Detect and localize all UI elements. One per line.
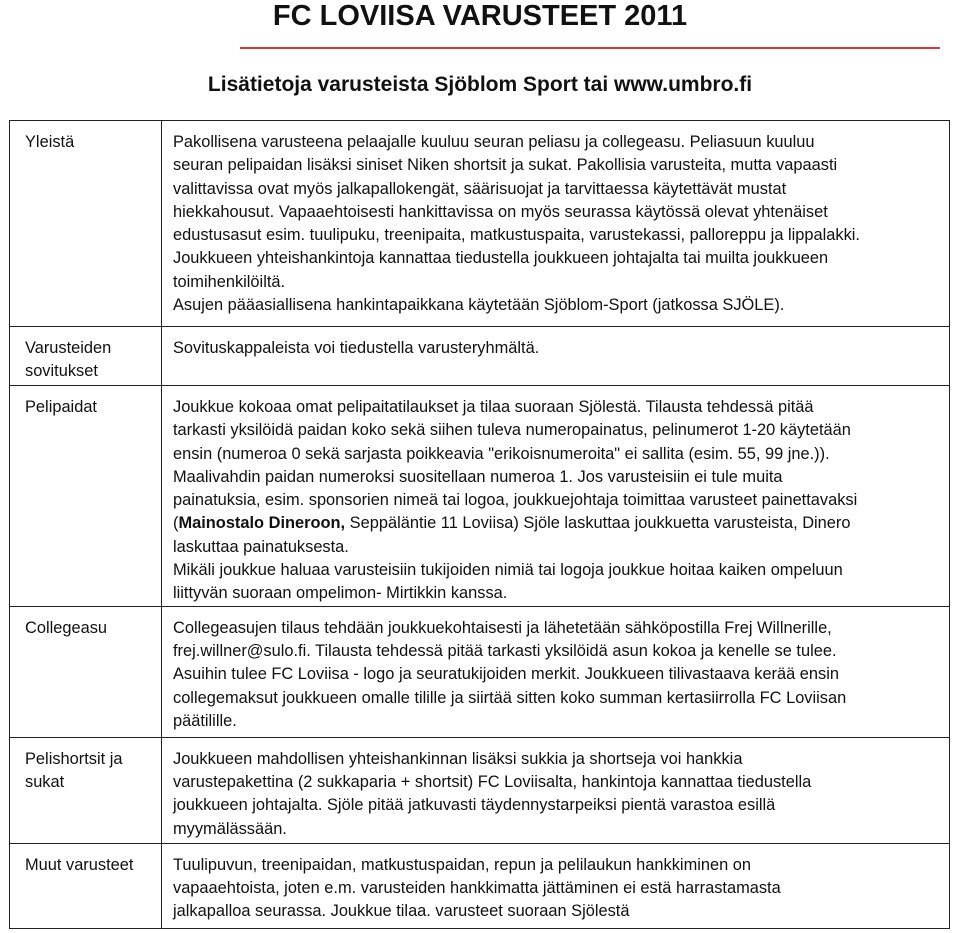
row-text: Collegeasujen tilaus tehdään joukkuekohtaisesti ja lähetetään sähköpostilla Frej Willnerille, frej.willner@sulo.fi. Tilausta tehdessä pitää tarkasti yksilöidä asun kokoa ja kenelle se tulee. Asuihin tulee FC Loviisa - logo ja seuratukijoiden merkit. Joukkueen tilivastaava kerää ensin collegemaksut joukkueen omalle tilille ja siirtää sitten koko summan kertasiirrolla FC Loviisan päätilille.: [173, 618, 847, 730]
row-text-bold: Mainostalo Dineroon,: [178, 514, 346, 533]
row-label: Collegeasu: [10, 606, 162, 737]
row-label: Pelipaidat: [10, 386, 162, 607]
row-content: [162, 737, 950, 843]
row-content: [162, 121, 950, 327]
row-text: Sovituskappaleista voi tiedustella varusteryhmältä.: [173, 339, 540, 357]
equipment-table: [9, 120, 950, 929]
table-row-sovitukset: [10, 327, 950, 386]
page-title: FC LOVIISA VARUSTEET 2011: [272, 0, 688, 32]
title-rule: [240, 47, 940, 49]
table-row-pelishortsit: [10, 737, 950, 843]
row-text: Tuulipuvun, treenipaidan, matkustuspaidan, repun ja pelilaukun hankkiminen on vapaaehtoista, joten e.m. varusteiden hankkimatta jättäminen ei estä harrastamasta jalkapalloa seurassa. Joukkue tilaa. varusteet suoraan Sjölestä: [173, 855, 781, 921]
row-label: Muut varusteet: [10, 843, 162, 928]
row-label: Yleistä: [10, 121, 162, 327]
table-row-pelipaidat: [10, 386, 950, 607]
row-label: Pelishortsit ja sukat: [10, 737, 162, 843]
row-content: [162, 327, 950, 386]
row-content: [162, 386, 950, 607]
row-label: Varusteiden sovitukset: [10, 327, 162, 386]
page-subtitle: Lisätietoja varusteista Sjöblom Sport tai www.umbro.fi: [207, 73, 753, 96]
row-text-part: Joukkue kokoaa omat pelipaitatilaukset ja tilaa suoraan Sjölestä. Tilausta tehdessä pitää tarkasti yksilöidä paidan koko sekä siihen tuleva numeropainatus, pelinumerot 1-20 käytetään ensin (numeroa 0 sekä sarjasta poikkeavia "erikoisnumeroita" ei sallita (esim. 55, 99 jne.)). Maalivahdin paidan numeroksi suositellaan numeroa 1. Jos varusteisiin ei tule muita painatuksia, esim. sponsorien nimeä tai logoa, joukkuejohtaja toimittaa varusteet painettavaksi (: [173, 398, 858, 533]
row-content: [162, 843, 950, 928]
row-content: [162, 606, 950, 737]
table-row-collegeasu: [10, 606, 950, 737]
row-text: Pakollisena varusteena pelaajalle kuuluu seuran peliasu ja collegeasu. Peliasuun kuuluu seuran pelipaidan lisäksi siniset Niken shortsit ja sukat. Pakollisia varusteita, mutta vapaasti valittavissa ovat myös jalkapallokengät, säärisuojat ja tarvittaessa käytettävät mustat hiekkahousut. Vapaaehtoisesti hankittavissa on myös seurassa käytössä olevat yhtenäiset edustusasut esim. tuulipuku, treenipaita, matkustuspaita, varustekassi, palloreppu ja lippalakki. Joukkueen yhteishankintoja kannattaa tiedustella joukkueen johtajalta tai muilta joukkueen toimihenkilöiltä. Asujen pääasiallisena hankintapaikkana käytetään Sjöblom-Sport (jatkossa SJÖLE).: [173, 133, 860, 315]
table-row-muut: [10, 843, 950, 928]
row-text-part: Seppäläntie 11 Loviisa) Sjöle laskuttaa joukkuetta varusteista, Dinero laskuttaa painatuksesta. Mikäli joukkue haluaa varusteisiin tukijoiden nimiä tai logoja joukkue hoitaa kaiken ompeluun liittyvän suoraan ompelimon- Mirtikkin kanssa.: [173, 514, 851, 603]
row-text: [173, 396, 939, 606]
row-text: Joukkueen mahdollisen yhteishankinnan lisäksi sukkia ja shortseja voi hankkia varustepakettina (2 sukkaparia + shortsit) FC Loviisalta, hankintoja kannattaa tiedustella joukkueen johtajalta. Sjöle pitää jatkuvasti täydennystarpeiksi pientä varastoa esillä myymälässään.: [173, 749, 812, 838]
table-row-yleista: [10, 121, 950, 327]
